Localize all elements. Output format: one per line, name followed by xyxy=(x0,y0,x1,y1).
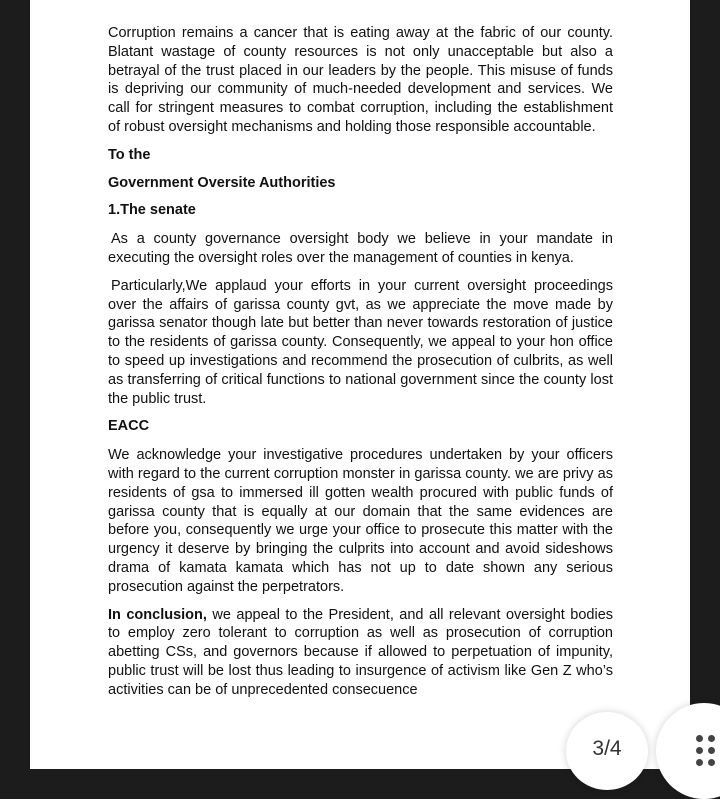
page-indicator[interactable] xyxy=(566,712,648,790)
paragraph-corruption: Corruption remains a cancer that is eating away at the fabric of our county. Blatant wastage of county resources is not only unacceptable but also a betrayal of the trust placed in our leaders by the people. This misuse of funds is depriving our community of much-needed development and services. We call for stringent measures to combat corruption, including the establishment of robust oversight mechanisms and holding those responsible accountable. xyxy=(108,25,613,135)
paragraph-conclusion xyxy=(108,606,613,700)
grid-dots-icon xyxy=(696,735,718,769)
page-indicator-label: 3/4 xyxy=(592,737,622,760)
salutation-to-the: To the xyxy=(108,146,151,163)
document-body xyxy=(108,24,613,700)
paragraph-eacc: We acknowledge your investigative procedures undertaken by your officers with regard to the current corruption monster in garissa county. we are privy as residents of gsa to immersed ill gotten wealth procured with public funds of garissa county that is equally at our domain that the same evidences are before you, consequently we urge your office to prosecute this matter with the urgency it deserve by bringing the culprits into account and avoid sideshows drama of kamata kamata which has not up to date shown any serious prosecution against the perpetrators. xyxy=(108,447,613,595)
conclusion-text: we appeal to the President, and all relevant oversight bodies to employ zero tolerant to corruption as well as prosecution of corruption abetting CSs, and governors because if allowed to perpetuation of impunity, public trust will be lost thus leading to insurgence of activism like Gen Z who’s activities can be of unprecedented consecuence xyxy=(108,606,614,698)
document-page xyxy=(30,0,690,769)
heading-eacc: EACC xyxy=(108,418,150,435)
heading-senate: 1.The senate xyxy=(108,202,196,219)
paragraph-senate-mandate: As a county governance oversight body we believe in your mandate in executing the oversight roles over the management of counties in kenya. xyxy=(108,231,613,266)
paragraph-senate-appeal: Particularly,We applaud your efforts in your current oversight proceedings over the affairs of garissa county gvt, as we appreciate the move made by garissa senator though late but better than never towards restoration of justice to the residents of garissa county. Consequently, we appeal to your hon office to speed up investigations and recommend the prosecution of culbrits, as well as transferring of critical functions to national government since the county lost the public trust. xyxy=(108,277,613,407)
heading-oversight-authorities: Government Oversite Authorities xyxy=(108,174,336,191)
conclusion-lead: In conclusion, xyxy=(108,606,207,623)
